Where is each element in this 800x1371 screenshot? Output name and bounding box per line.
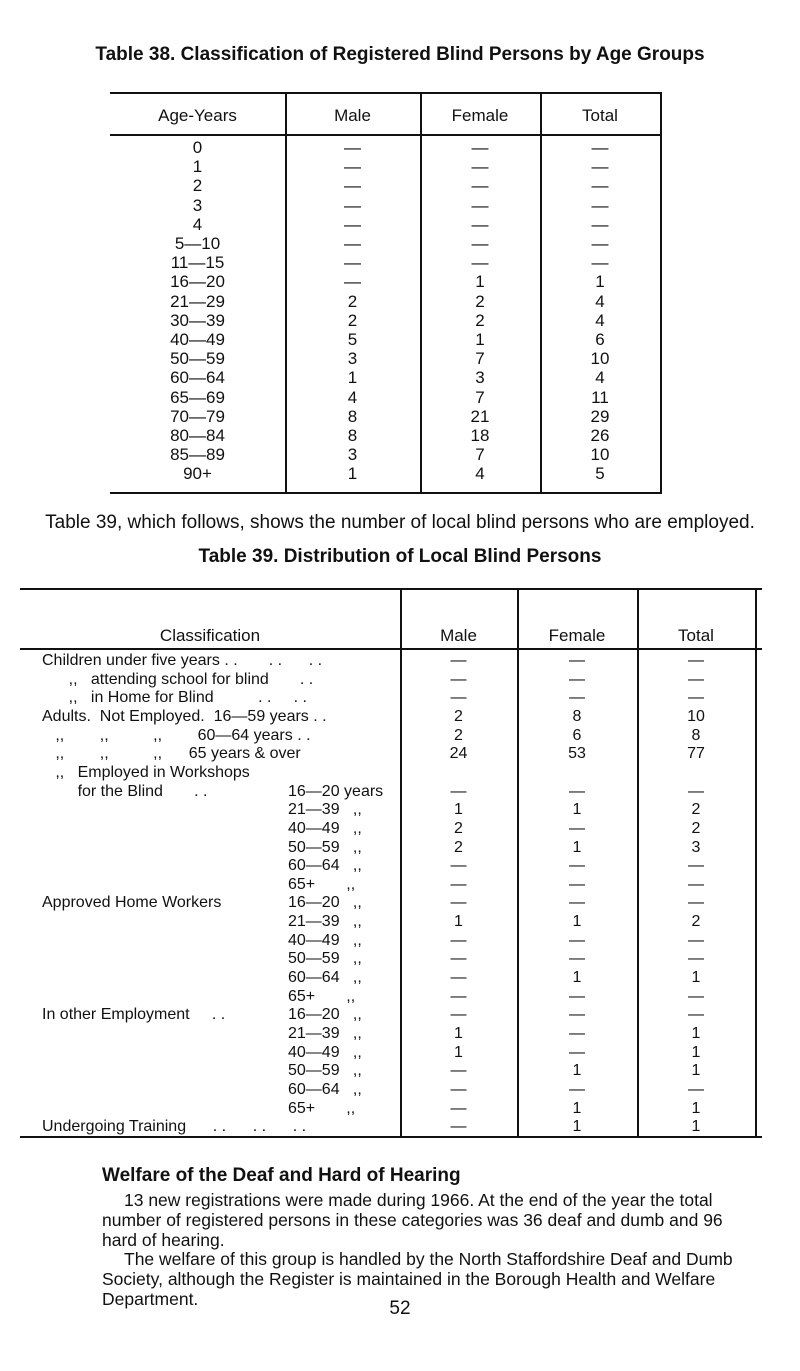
table38-cell-age: 21—29 <box>170 291 225 311</box>
table39 <box>20 588 762 1138</box>
table39-cell-female: — <box>569 1080 585 1098</box>
table39-cell-age-band: 65+ ,, <box>288 1099 356 1117</box>
table39-row <box>20 783 762 800</box>
table38-cell-total: 5 <box>595 464 605 484</box>
table39-cell-female: — <box>569 1043 585 1061</box>
table38-row <box>110 196 662 216</box>
table39-cell-male: 1 <box>454 1043 463 1061</box>
table39-cell-total: — <box>688 875 704 893</box>
table38-cell-female: 1 <box>475 330 485 349</box>
table39-cell-total: 2 <box>691 819 701 837</box>
table39-cell-total: — <box>688 950 704 968</box>
table39-cell-total: — <box>688 670 704 688</box>
table39-cell-total: 2 <box>691 913 701 931</box>
table38-cell-male: — <box>344 234 361 253</box>
table39-cell-male: 1 <box>454 1025 463 1042</box>
table39-row <box>20 913 762 930</box>
table38-row <box>110 330 662 350</box>
table38-row <box>110 176 662 196</box>
table38-cell-female: 3 <box>475 368 485 388</box>
table38-cell-male: — <box>344 157 361 177</box>
table39-cell-male: — <box>450 931 467 949</box>
table39-cell-total: — <box>688 689 704 707</box>
table39-cell-classification: for the Blind . . <box>42 782 208 800</box>
table39-cell-age-band: 21—39 ,, <box>288 913 362 931</box>
table38-cell-female: 7 <box>475 387 485 407</box>
table39-row <box>20 689 762 706</box>
table39-row <box>20 1062 762 1079</box>
table39-row <box>20 727 762 744</box>
table39-cell-total: — <box>688 987 704 1005</box>
table38-cell-female: 2 <box>475 310 485 330</box>
welfare-heading: Welfare of the Deaf and Hard of Hearing <box>102 1165 461 1186</box>
table39-row <box>20 764 762 781</box>
table38-cell-female: 7 <box>475 445 485 465</box>
table38-row <box>110 272 662 292</box>
table38-cell-total: 29 <box>590 406 610 426</box>
table38-row <box>110 349 662 369</box>
table39-cell-age-band: 16—20 ,, <box>288 894 362 912</box>
table39-row <box>20 652 762 669</box>
table38-cell-total: — <box>591 195 609 215</box>
table39-cell-female: — <box>569 987 585 1005</box>
table39-cell-male: 2 <box>454 726 463 744</box>
table39-row <box>20 1118 762 1135</box>
table38-cell-female: — <box>471 195 489 215</box>
table39-cell-age-band: 60—64 ,, <box>288 1080 362 1098</box>
table39-cell-male: 2 <box>454 819 463 837</box>
table39-header-female: Female <box>548 626 606 645</box>
table39-cell-total: 1 <box>691 1025 701 1042</box>
table38-row <box>110 388 662 408</box>
table39-cell-male: — <box>450 894 467 912</box>
table39-row <box>20 1006 762 1023</box>
table39-cell-total: 1 <box>691 1062 701 1080</box>
table39-row <box>20 876 762 893</box>
table38-header-male: Male <box>334 106 371 125</box>
table38-cell-male: — <box>344 138 361 157</box>
table39-cell-female: 53 <box>568 745 586 763</box>
table38-cell-female: — <box>471 234 489 253</box>
table38-header-age: Age-Years <box>158 106 237 125</box>
table39-cell-male: — <box>450 987 467 1005</box>
table38-cell-male: 8 <box>347 406 358 426</box>
table39-cell-female: — <box>569 1025 585 1042</box>
table39-row <box>20 950 762 967</box>
table38-cell-female: 7 <box>475 349 485 369</box>
table38-cell-male: 3 <box>347 349 358 369</box>
table39-cell-age-band: 60—64 ,, <box>288 857 362 875</box>
table39-cell-female: 8 <box>572 707 582 725</box>
table38-row <box>110 311 662 331</box>
table38-cell-female: 21 <box>470 406 490 426</box>
table39-cell-female: 1 <box>572 1062 582 1080</box>
table39-cell-female: — <box>569 670 585 688</box>
table39-cell-total: — <box>688 1080 704 1098</box>
table38-cell-total: — <box>591 253 609 273</box>
table39-cell-male: 2 <box>454 707 463 725</box>
table39-cell-total: 2 <box>691 801 701 819</box>
table39-cell-total: — <box>688 931 704 949</box>
table38-cell-female: 2 <box>475 291 485 311</box>
table39-cell-total: 1 <box>691 1118 701 1136</box>
table39-row <box>20 932 762 949</box>
table38-top-rule <box>110 92 662 94</box>
table38-header-female: Female <box>451 106 509 125</box>
table38-row <box>110 445 662 465</box>
table39-cell-male: 2 <box>454 838 463 856</box>
table39-cell-female: — <box>569 875 585 893</box>
table39-row <box>20 708 762 725</box>
table39-cell-female: 1 <box>572 1118 582 1136</box>
table39-cell-age-band: 40—49 ,, <box>288 931 362 949</box>
table39-cell-female: — <box>569 950 585 968</box>
table39-row <box>20 1025 762 1042</box>
table39-row <box>20 857 762 874</box>
table39-cell-female: — <box>569 931 585 949</box>
table39-cell-classification: ,, ,, ,, 65 years & over <box>42 745 301 763</box>
table38-cell-age: 30—39 <box>170 310 225 330</box>
table39-row <box>20 969 762 986</box>
table39-cell-female: — <box>569 819 585 837</box>
table39-cell-male: 24 <box>449 745 468 763</box>
table39-cell-age-band: 16—20 years <box>288 782 384 800</box>
table38-bottom-rule <box>110 492 662 494</box>
table38-cell-age: 2 <box>192 176 203 196</box>
table38-cell-female: — <box>471 176 489 196</box>
table38-cell-total: 10 <box>590 445 610 465</box>
table39-row <box>20 988 762 1005</box>
table39-cell-classification: Approved Home Workers <box>42 894 222 912</box>
table39-cell-classification: Children under five years . . . . . . <box>42 652 323 669</box>
table39-cell-total: 1 <box>691 1043 701 1061</box>
table39-cell-total: — <box>688 894 704 912</box>
table39-cell-total: 1 <box>691 969 701 987</box>
table39-row <box>20 1081 762 1098</box>
table38-cell-male: — <box>344 253 361 273</box>
table39-cell-male: — <box>450 969 467 987</box>
table39-cell-age-band: 50—59 ,, <box>288 838 362 856</box>
table39-cell-age-band: 16—20 ,, <box>288 1006 362 1024</box>
table38-cell-total: — <box>591 176 609 196</box>
table38-cell-total: — <box>591 138 609 157</box>
table38 <box>110 92 662 494</box>
table38-cell-female: — <box>471 157 489 177</box>
table38-cell-female: — <box>471 138 489 157</box>
table39-cell-total: 8 <box>691 726 701 744</box>
page-number: 52 <box>389 1298 411 1319</box>
table38-cell-female: — <box>471 253 489 273</box>
table38-cell-age: 0 <box>192 138 203 157</box>
table38-row <box>110 215 662 235</box>
table39-cell-age-band: 50—59 ,, <box>288 950 362 968</box>
table39-cell-female: 1 <box>572 913 582 931</box>
table39-cell-classification: In other Employment . . <box>42 1006 226 1024</box>
table39-row <box>20 801 762 818</box>
table38-row <box>110 253 662 273</box>
table39-cell-total: — <box>688 652 704 669</box>
table39-cell-male: — <box>450 875 467 893</box>
table38-title: Table 38. Classification of Registered Blind Persons by Age Groups <box>95 44 705 65</box>
table39-cell-age-band: 65+ ,, <box>288 987 356 1005</box>
table39-cell-female: — <box>569 782 585 800</box>
table38-cell-age: 80—84 <box>170 426 225 445</box>
table38-cell-total: 10 <box>590 349 610 369</box>
table39-intro: Table 39, which follows, shows the number of local blind persons who are employed. <box>45 512 755 533</box>
table39-cell-male: 1 <box>454 913 463 931</box>
table39-cell-age-band: 21—39 ,, <box>288 801 362 819</box>
table38-cell-total: 1 <box>595 272 605 292</box>
table38-cell-total: — <box>591 234 609 253</box>
table38-row <box>110 464 662 484</box>
table39-cell-male: — <box>450 1006 467 1024</box>
table38-cell-male: 4 <box>347 387 358 407</box>
table38-cell-total: 4 <box>595 368 605 388</box>
table38-cell-age: 4 <box>192 214 203 234</box>
table39-title: Table 39. Distribution of Local Blind Persons <box>198 546 602 567</box>
table39-header-total: Total <box>678 626 714 645</box>
table38-cell-male: 5 <box>347 330 358 349</box>
table39-row <box>20 894 762 911</box>
table39-cell-female: — <box>569 894 585 912</box>
table39-row <box>20 1100 762 1117</box>
table38-cell-male: — <box>344 176 361 196</box>
table39-top-rule <box>20 588 762 590</box>
table38-cell-male: — <box>344 195 361 215</box>
table39-row <box>20 671 762 688</box>
table38-cell-age: 5—10 <box>174 234 221 253</box>
table39-cell-male: — <box>450 857 467 875</box>
table39-cell-age-band: 40—49 ,, <box>288 819 362 837</box>
table38-cell-age: 1 <box>192 157 203 177</box>
table38-cell-total: 4 <box>595 310 605 330</box>
table39-cell-female: 6 <box>572 726 582 744</box>
table39-cell-male: — <box>450 782 467 800</box>
table38-row <box>110 368 662 388</box>
table38-cell-male: 8 <box>347 426 358 445</box>
table38-cell-age: 70—79 <box>170 406 225 426</box>
table39-cell-total: — <box>688 1006 704 1024</box>
table39-cell-male: — <box>450 1099 467 1117</box>
table38-cell-male: — <box>344 272 361 292</box>
table38-row <box>110 157 662 177</box>
table38-cell-male: 2 <box>347 291 358 311</box>
table38-cell-age: 3 <box>192 195 203 215</box>
table38-cell-male: 2 <box>347 310 358 330</box>
table38-cell-female: — <box>471 214 489 234</box>
table39-cell-male: — <box>450 950 467 968</box>
table39-cell-male: — <box>450 689 467 707</box>
table39-row <box>20 820 762 837</box>
table39-cell-female: — <box>569 689 585 707</box>
table39-bottom-rule <box>20 1136 762 1138</box>
table38-cell-age: 60—64 <box>170 368 225 388</box>
table38-cell-total: — <box>591 214 609 234</box>
table38-cell-age: 16—20 <box>170 272 225 292</box>
table39-cell-total: 1 <box>691 1099 701 1117</box>
table38-cell-male: 3 <box>347 445 358 465</box>
table39-row <box>20 839 762 856</box>
welfare-paragraph-2: The welfare of this group is handled by the North Staffordshire Deaf and Dumb Society, although the Register is maintained in the Borough Health and Welfare Department. <box>102 1249 733 1309</box>
table38-cell-age: 65—69 <box>170 387 225 407</box>
welfare-paragraph-1: 13 new registrations were made during 1966. At the end of the year the total number of registered persons in these categories was 36 deaf and dumb and 96 hard of hearing. <box>102 1190 723 1250</box>
table38-cell-total: — <box>591 157 609 177</box>
table39-cell-classification: Undergoing Training . . . . . . <box>42 1118 307 1136</box>
table39-cell-age-band: 65+ ,, <box>288 875 356 893</box>
table39-cell-classification: ,, Employed in Workshops <box>42 763 250 781</box>
table39-cell-total: 77 <box>687 745 705 763</box>
table38-row <box>110 138 662 158</box>
table38-cell-age: 85—89 <box>170 445 225 465</box>
table39-cell-total: — <box>688 782 704 800</box>
table39-header-classification: Classification <box>159 626 261 645</box>
table38-header-total: Total <box>582 106 618 125</box>
table38-cell-total: 6 <box>595 330 605 349</box>
table39-cell-female: 1 <box>572 838 582 856</box>
table38-cell-age: 40—49 <box>170 330 225 349</box>
table39-cell-female: 1 <box>572 801 582 819</box>
table39-cell-age-band: 21—39 ,, <box>288 1025 362 1042</box>
table39-cell-total: — <box>688 857 704 875</box>
table39-cell-age-band: 40—49 ,, <box>288 1043 362 1061</box>
table38-header-rule <box>110 134 662 136</box>
table38-cell-female: 18 <box>470 426 490 445</box>
table39-cell-age-band: 50—59 ,, <box>288 1062 362 1080</box>
table38-cell-female: 1 <box>475 272 485 292</box>
table39-header-male: Male <box>440 626 477 645</box>
table38-row <box>110 234 662 254</box>
table39-cell-male: — <box>450 1080 467 1098</box>
table38-cell-total: 11 <box>591 387 609 407</box>
table38-cell-total: 4 <box>595 291 605 311</box>
table39-cell-female: — <box>569 857 585 875</box>
table39-cell-classification: ,, ,, ,, 60—64 years . . <box>42 726 311 744</box>
table39-cell-female: — <box>569 652 585 669</box>
table39-header-rule <box>20 648 762 650</box>
table39-cell-classification: ,, in Home for Blind . . . . <box>42 689 307 707</box>
table39-row <box>20 1044 762 1061</box>
table38-row <box>110 292 662 312</box>
table38-cell-female: 4 <box>475 464 485 484</box>
table39-cell-total: 10 <box>687 707 705 725</box>
table39-cell-male: — <box>450 1118 467 1136</box>
table38-cell-age: 50—59 <box>170 349 225 369</box>
table39-cell-male: 1 <box>454 801 463 819</box>
table39-cell-classification: Adults. Not Employed. 16—59 years . . <box>42 707 327 725</box>
table39-cell-male: — <box>450 652 467 669</box>
table39-cell-classification: ,, attending school for blind . . <box>42 670 314 688</box>
table38-cell-age: 90+ <box>183 464 212 484</box>
table39-cell-female: 1 <box>572 1099 582 1117</box>
table38-row <box>110 407 662 427</box>
table39-row <box>20 745 762 762</box>
table38-cell-total: 26 <box>590 426 610 445</box>
table38-cell-male: 1 <box>347 368 358 388</box>
table39-cell-male: — <box>450 670 467 688</box>
table38-cell-male: — <box>344 214 361 234</box>
table39-cell-female: — <box>569 1006 585 1024</box>
table39-cell-male: — <box>450 1062 467 1080</box>
table38-cell-male: 1 <box>347 464 358 484</box>
table38-cell-age: 11—15 <box>170 253 225 273</box>
table39-cell-female: 1 <box>572 969 582 987</box>
table39-cell-age-band: 60—64 ,, <box>288 969 362 987</box>
table38-row <box>110 426 662 446</box>
table39-cell-total: 3 <box>691 838 701 856</box>
